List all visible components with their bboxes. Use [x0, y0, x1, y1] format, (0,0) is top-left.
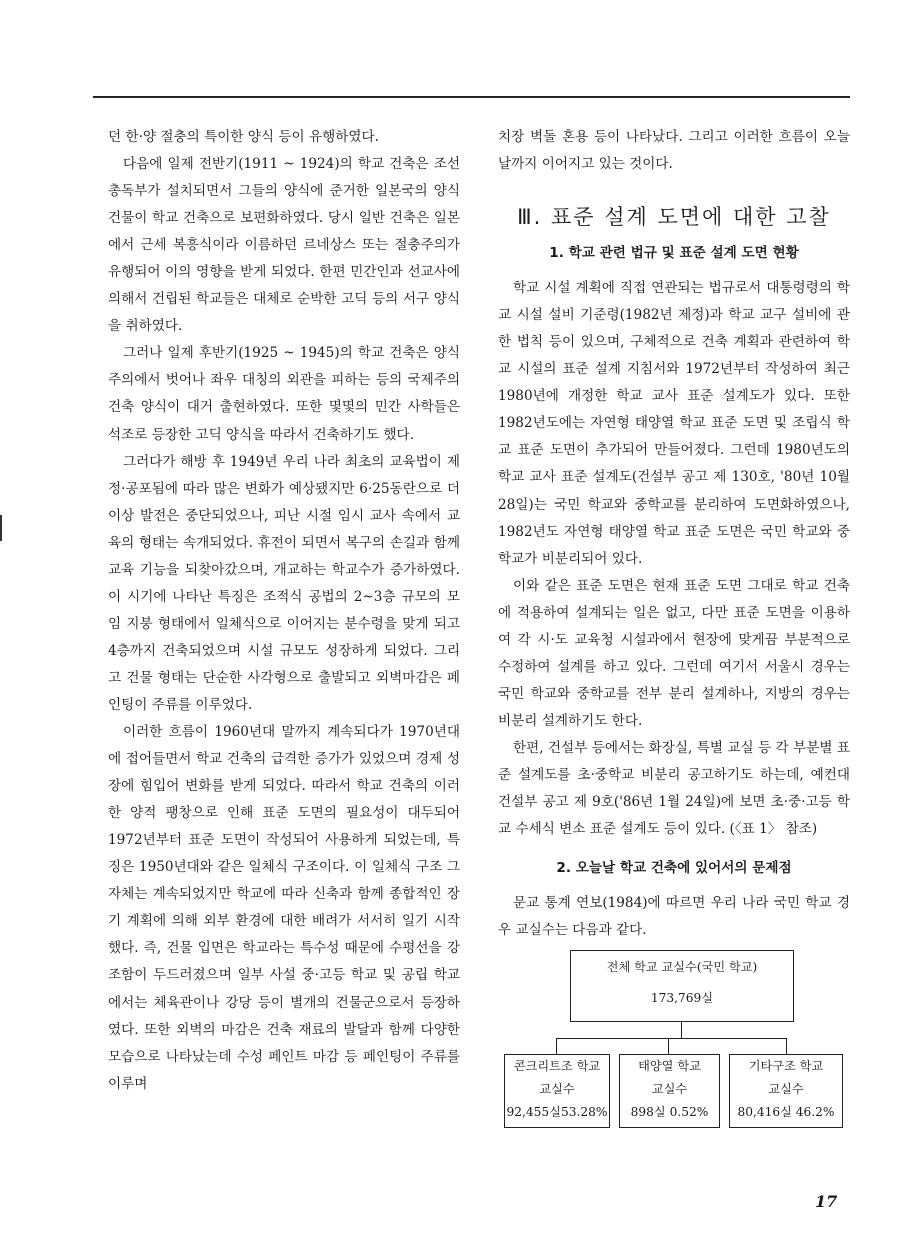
lead-paragraph: 치장 벽돌 혼용 등이 나타났다. 그리고 이러한 흐름이 오늘날까지 이어지고 있는 것이다.: [498, 129, 850, 173]
box-value: 80,416실 46.2%: [737, 1105, 835, 1120]
box-title: 태양열 학교: [638, 1059, 701, 1074]
total-classrooms-box: [570, 950, 794, 1022]
header-rule: [93, 96, 850, 98]
box-title: 기타구조 학교: [748, 1059, 824, 1074]
left-column: [108, 124, 460, 1098]
box-title: 콘크리트조 학교: [513, 1059, 601, 1074]
box-value: 898실 0.52%: [630, 1105, 709, 1120]
chapter-title: Ⅲ. 표준 설계 도면에 대한 고찰: [517, 205, 831, 230]
connector-line: [681, 1020, 682, 1038]
connector-line: [786, 1038, 787, 1054]
paragraph: 이와 같은 표준 도면은 현재 표준 도면 그대로 학교 건축에 적용하여 설계되는 일은 없고, 다만 표준 도면을 이용하여 각 시·도 교육청 시설과에서 현장에 맞게끔 부분적으로 수정하여 설계를 하고 있다. 그런데 여기서 서울시 경우는 국민 학교와 중학교를 전부 분리 설계하나, 지방의 경우는 비분리 설계하기도 한다.: [498, 577, 850, 729]
paragraph: 한편, 건설부 등에서는 화장실, 특별 교실 등 각 부분별 표준 설계도를 초·중학교 비분리 공고하기도 하는데, 예컨대 건설부 공고 제 9호('86년 1월 24일)에 보면 초·중·고등 학교 수세식 변소 표준 설계도 등이 있다. (〈표 1〉 참조): [498, 739, 850, 838]
classroom-tree-diagram: [498, 950, 850, 1140]
paragraph: 그러나 일제 후반기(1925 ~ 1945)의 학교 건축은 양식주의에서 벗어나 좌우 대칭의 외관을 피하는 등의 국제주의 건축 양식이 대거 출현하였다. 또한 몇몇의 민간 사학들은 석조로 등장한 고딕 양식을 따라서 건축하기도 했다.: [108, 345, 460, 443]
paragraph: 던 한·양 절충의 특이한 양식 등이 유행하였다.: [108, 129, 379, 145]
box-subtitle: 교실수: [768, 1082, 804, 1097]
box-value: 173,769실: [650, 991, 714, 1006]
connector-line: [668, 1038, 669, 1054]
right-column: [498, 124, 850, 1140]
concrete-classrooms-box: [504, 1054, 610, 1128]
section-title: 2. 오늘날 학교 건축에 있어서의 문제점: [556, 860, 792, 877]
section-title: 1. 학교 관련 법규 및 표준 설계 도면 현황: [549, 245, 799, 262]
margin-mark: [0, 515, 2, 541]
solar-classrooms-box: [619, 1054, 720, 1128]
box-value: 92,455실53.28%: [506, 1105, 608, 1120]
connector-line: [556, 1038, 786, 1039]
page-number: 17: [815, 1192, 838, 1211]
paragraph: 이러한 흐름이 1960년대 말까지 계속되다가 1970년대에 접어들면서 학교 건축의 급격한 증가가 있었으며 경제 성장에 힘입어 변화를 받게 되었다. 따라서 학교 건축의 이러한 양적 팽창으로 인해 표준 도면의 필요성이 대두되어 1972년부터 표준 도면이 작성되어 사용하게 되었는데, 특징은 1950년대와 같은 일체식 구조이다. 이 일체식 구조 그 자체는 계속되었지만 학교에 따라 신축과 함께 종합적인 장기 계획에 의해 외부 환경에 대한 배려가 서서히 일기 시작했다. 즉, 건물 입면은 학교라는 특수성 때문에 수평선을 강조함이 두드러졌으며 일부 사설 중·고등 학교 및 공립 학교에서는 체육관이나 강당 등이 별개의 건물군으로서 등장하였다. 또한 외벽의 마감은 건축 재료의 발달과 함께 다양한 모습으로 나타났는데 수성 페인트 마감 등 페인팅이 주류를 이루며: [108, 724, 460, 1092]
box-title: 전체 학교 교실수(국민 학교): [606, 960, 758, 975]
paragraph: 문교 통계 연보(1984)에 따르면 우리 나라 국민 학교 경우 교실수는 다음과 같다.: [498, 895, 850, 939]
connector-line: [556, 1038, 557, 1054]
other-structure-classrooms-box: [729, 1054, 843, 1128]
box-subtitle: 교실수: [539, 1082, 575, 1097]
box-subtitle: 교실수: [651, 1082, 688, 1097]
paragraph: 다음에 일제 전반기(1911 ~ 1924)의 학교 건축은 조선 총독부가 설치되면서 그들의 양식에 준거한 일본국의 양식 건물이 학교 건축으로 보편화하였다. 당시 일반 건축은 일본에서 근세 복흥식이라 이름하던 르네상스 또는 절충주의가 유행되어 이의 영향을 받게 되었다. 한편 민간인과 선교사에 의해서 건립된 학교들은 대체로 순박한 고딕 등의 서구 양식을 취하였다.: [108, 156, 460, 335]
paragraph: 그러다가 해방 후 1949년 우리 나라 최초의 교육법이 제정·공포됨에 따라 많은 변화가 예상됐지만 6·25동란으로 더 이상 발전은 중단되었으나, 피난 시절 임시 교사 속에서 교육의 형태는 속개되었다. 휴전이 되면서 복구의 손길과 함께 교육 기능을 되찾아갔으며, 개교하는 학교수가 증가하였다. 이 시기에 나타난 특징은 조적식 공법의 2~3층 규모의 모임 지붕 형태에서 일체식으로 이어지는 분수령을 맞게 되고 4층까지 건축되었으며 시설 규모도 성장하게 되었다. 그리고 건물 형태는 단순한 사각형으로 출발되고 외벽마감은 페인팅이 주류를 이루었다.: [108, 453, 460, 713]
paragraph: 학교 시설 계획에 직접 연관되는 법규로서 대통령령의 학교 시설 설비 기준령(1982년 제정)과 학교 교구 설비에 관한 법칙 등이 있으며, 구체적으로 건축 계획과 관련하여 학교 시설의 표준 설계 지침서와 1972년부터 작성하여 최근 1980년에 개정한 학교 교사 표준 설계도가 있다. 또한 1982년도에는 자연형 태양열 학교 표준 도면 및 조립식 학교 표준 도면이 추가되어 만들어졌다. 그런데 1980년도의 학교 교사 표준 설계도(건설부 공고 제 130호, '80년 10월 28일)는 국민 학교와 중학교를 분리하여 도면화하였으나, 1982년도 자연형 태양열 학교 표준 도면은 국민 학교와 중학교가 비분리되어 있다.: [498, 280, 850, 567]
